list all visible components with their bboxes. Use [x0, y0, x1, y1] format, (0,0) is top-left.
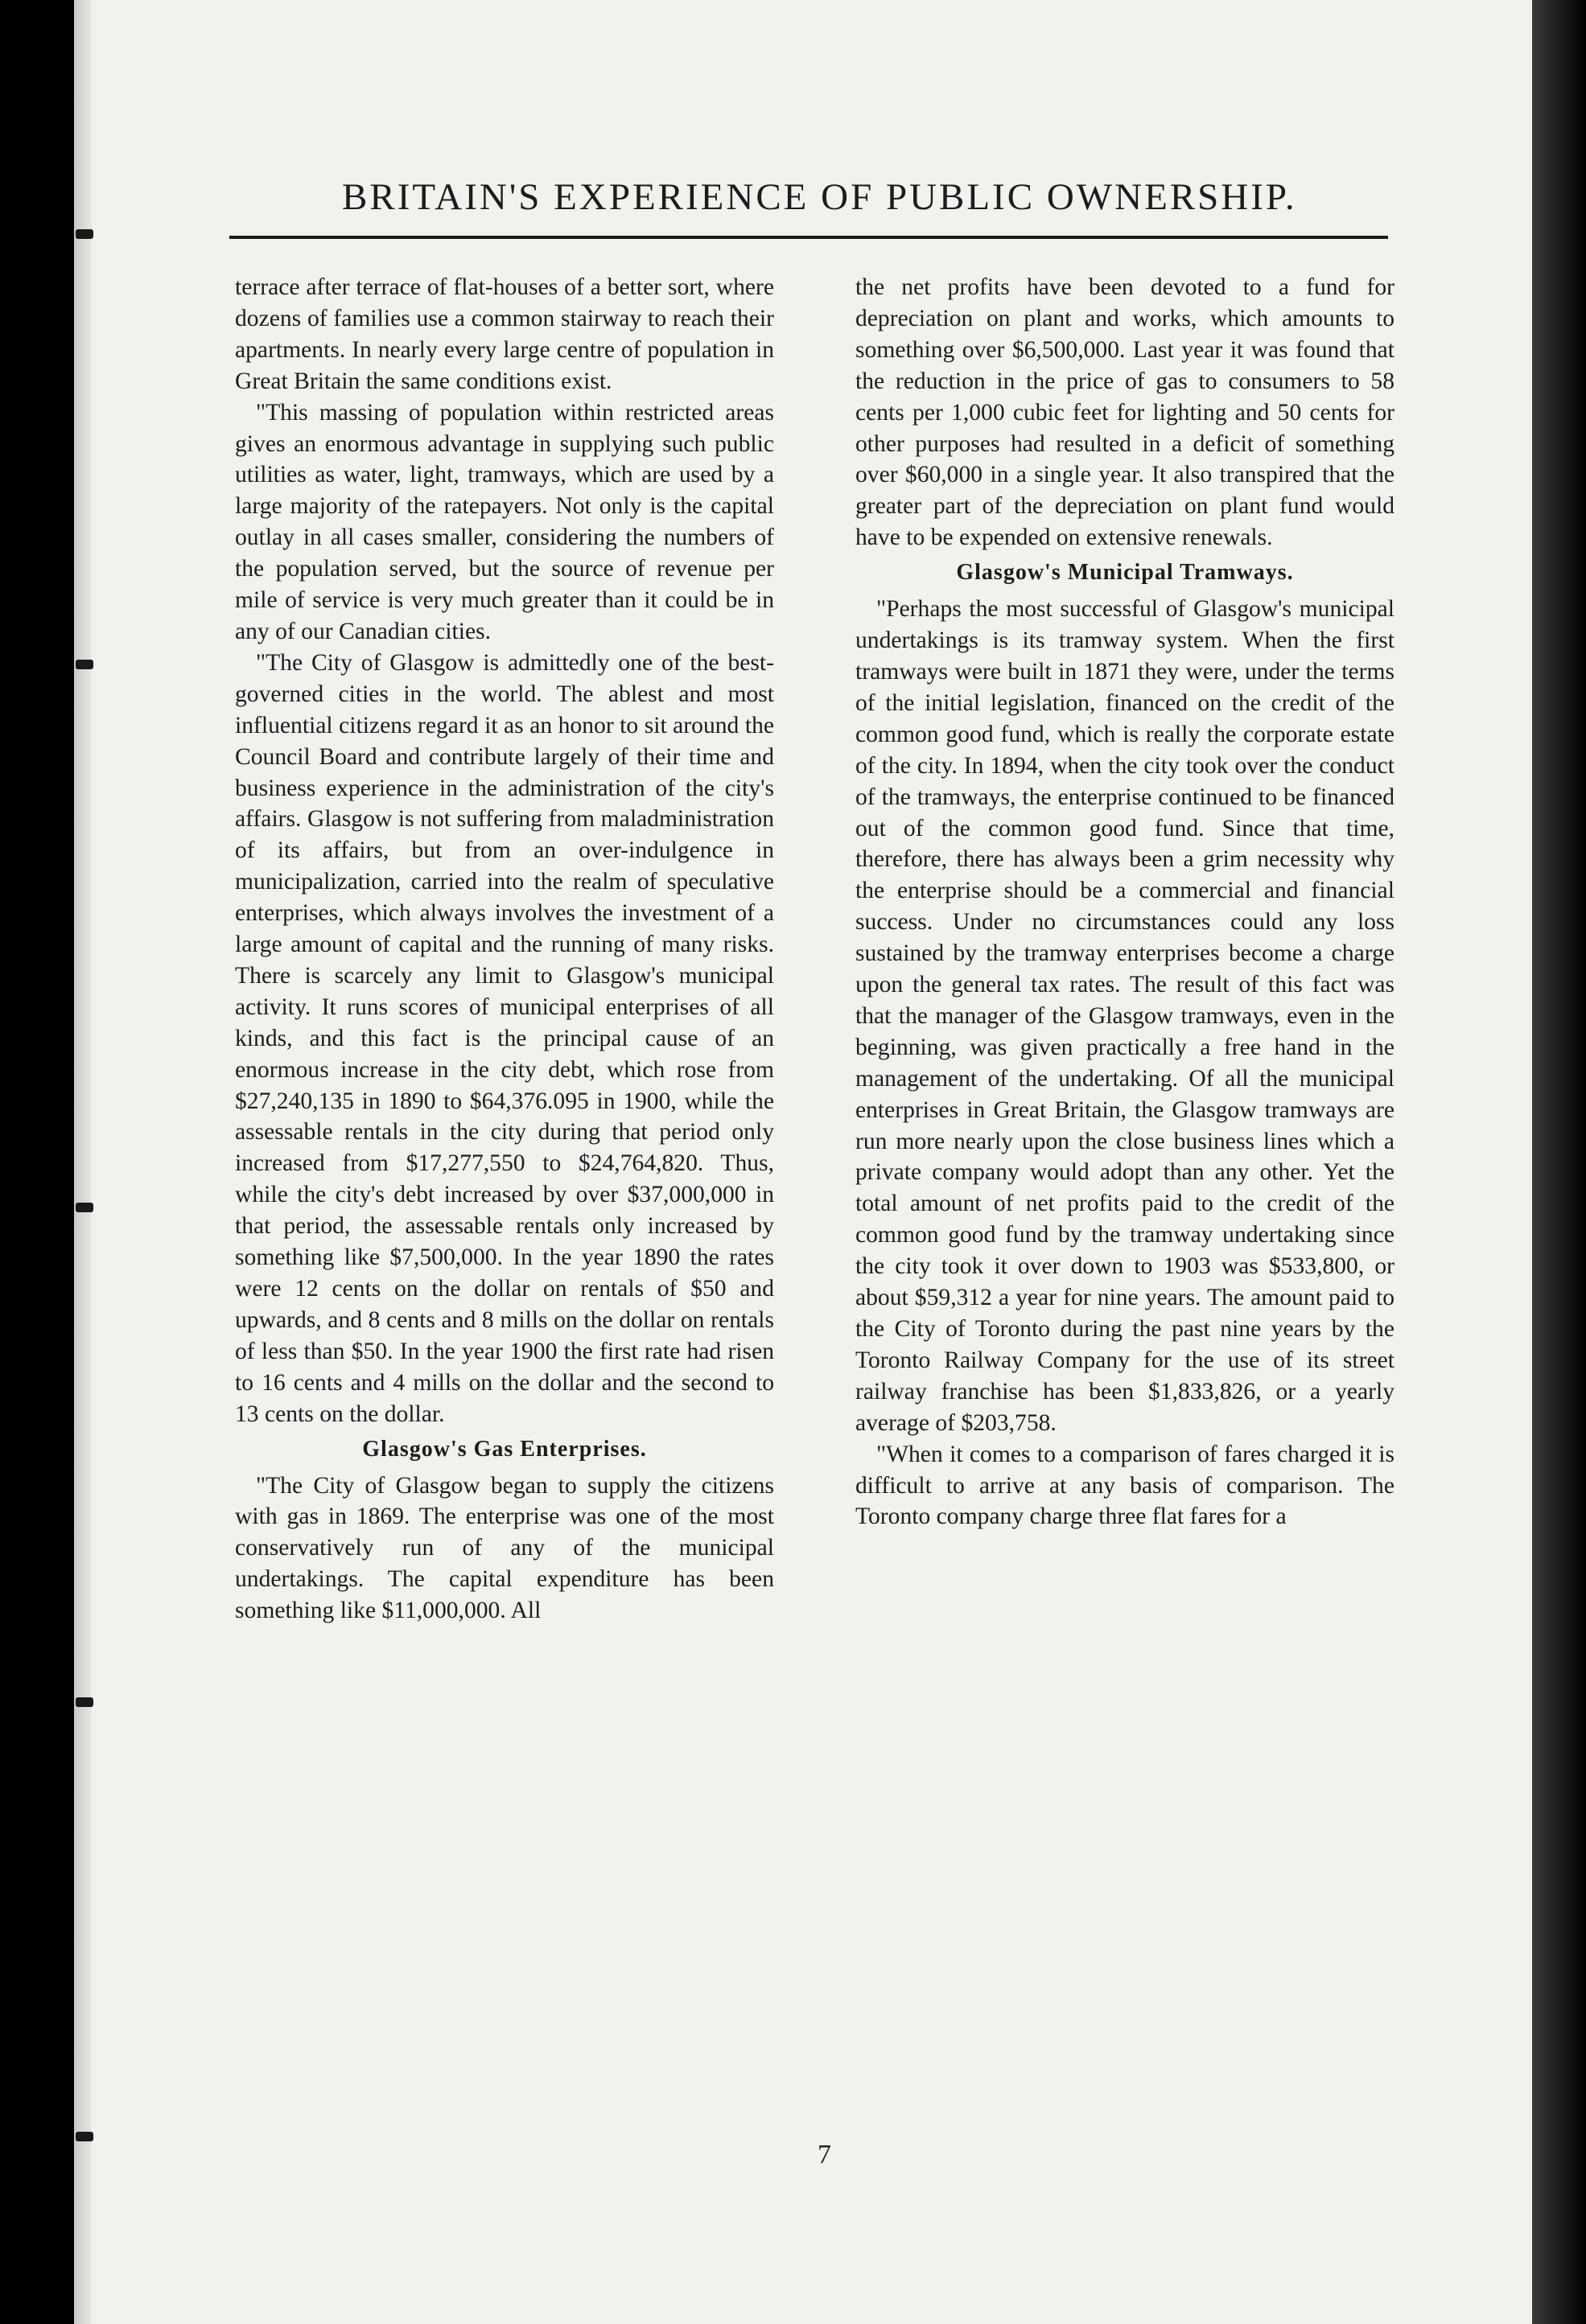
scanned-page [74, 0, 1532, 2324]
paragraph: "The City of Glasgow is admittedly one of the best-governed cities in the world. The ablest and most influential citizens regard it as an honor to sit around the Council Board and contribute largely of their time and business experience in the administration of the city's affairs. Glasgow is not suffering from maladministration of its affairs, but from an over-indulgence in municipalization, carried into the realm of speculative enterprises, which always involves the investment of a large amount of capital and the running of many risks. There is scarcely any limit to Glasgow's municipal activity. It runs scores of municipal enterprises of all kinds, and this fact is the principal cause of an enormous increase in the city debt, which rose from $27,240,135 in 1890 to $64,376.095 in 1900, while the assessable rentals in the city during that period only increased from $17,277,550 to $24,764,820. Thus, while the city's debt increased by over $37,000,000 in that period, the assessable rentals only increased by something like $7,500,000. In the year 1890 the rates were 12 cents on the dollar on rentals of $50 and upwards, and 8 cents and 8 mills on the dollar on rentals of less than $50. In the year 1900 the first rate had risen to 16 cents and 4 mills on the dollar and the second to 13 cents on the dollar. [235, 649, 774, 1427]
binding-mark [76, 660, 93, 669]
binding-edge [74, 0, 92, 2324]
running-head: BRITAIN'S EXPERIENCE OF PUBLIC OWNERSHIP. [342, 176, 1297, 218]
section-heading: Glasgow's Gas Enterprises. [362, 1436, 647, 1462]
paragraph: "This massing of population within restricted areas gives an enormous advantage in supplying such public utilities as water, light, tramways, which are used by a large majority of the ratepayers. Not only is the capital outlay in all cases smaller, considering the numbers of the population served, but the source of revenue per mile of service is very much greater than it could be in any of our Canadian cities. [235, 399, 774, 644]
paragraph: "When it comes to a comparison of fares charged it is difficult to arrive at any basis of comparison. The Toronto company charge three flat fares for a [855, 1441, 1394, 1530]
page-number: 7 [818, 2140, 831, 2170]
binding-mark [76, 1697, 93, 1707]
binding-mark [76, 1203, 93, 1212]
scan-border [1532, 0, 1586, 2324]
section-heading: Glasgow's Municipal Tramways. [956, 560, 1294, 586]
left-column [235, 272, 774, 1627]
paragraph: "Perhaps the most successful of Glasgow's municipal undertakings is its tramway system. When the first tramways were built in 1871 they were, under the terms of the initial legislation, financed on the credit of the common good fund, which is really the corporate estate of the city. In 1894, when the city took over the conduct of the tramways, the enterprise continued to be financed out of the common good fund. Since that time, therefore, there has always been a grim necessity why the enterprise should be a commercial and financial success. Under no circumstances could any loss sustained by the tramway enterprises become a charge upon the general tax rates. The result of this fact was that the manager of the Glasgow tramways, even in the beginning, was given practically a free hand in the management of the undertaking. Of all the municipal enterprises in Great Britain, the Glasgow tramways are run more nearly upon the close business lines which a private company would adopt than any other. Yet the total amount of net profits paid to the credit of the common good fund by the tramway undertaking since the city took it over down to 1903 was $533,800, or about $59,312 a year for nine years. The amount paid to the City of Toronto during the past nine years by the Toronto Railway Company for the use of its street railway franchise has been $1,833,826, or a yearly average of $203,758. [855, 596, 1394, 1436]
paragraph: terrace after terrace of flat-houses of a better sort, where dozens of families use a common stairway to reach their apartments. In nearly every large centre of population in Great Britain the same conditions exist. [235, 274, 774, 394]
binding-mark [76, 2132, 93, 2141]
header-rule [229, 236, 1388, 239]
binding-mark [76, 229, 93, 239]
paragraph: the net profits have been devoted to a fund for depreciation on plant and works, which amounts to something over $6,500,000. Last year it was found that the reduction in the price of gas to consumers to 58 cents per 1,000 cubic feet for lighting and 50 cents for other purposes had resulted in a deficit of something over $60,000 in a single year. It also transpired that the greater part of the depreciation on plant fund would have to be expended on extensive renewals. [855, 274, 1394, 551]
paragraph: "The City of Glasgow began to supply the citizens with gas in 1869. The enterprise was one of the most conservatively run of any of the municipal undertakings. The capital expenditure has been something like $11,000,000. All [235, 1472, 774, 1624]
right-column [855, 272, 1394, 1532]
